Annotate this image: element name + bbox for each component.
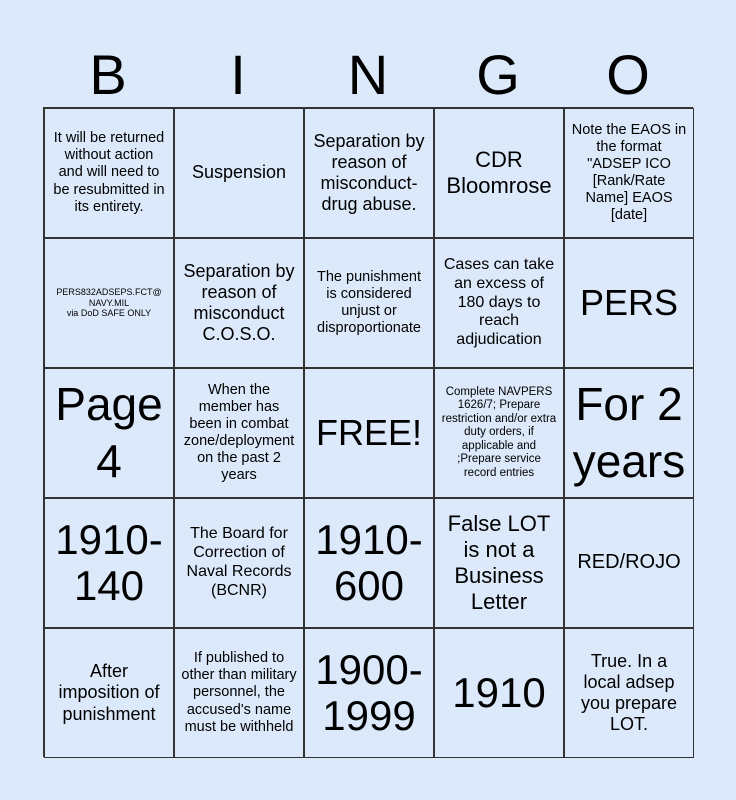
header-letter-n: N (347, 43, 389, 106)
bingo-cell[interactable]: Note the EAOS in the format "ADSEP ICO [Rank/Rate Name] EAOS [date] (564, 108, 694, 238)
bingo-cell[interactable]: Separation by reason of misconduct C.O.S.O. (174, 238, 304, 368)
bingo-cell[interactable]: Suspension (174, 108, 304, 238)
bingo-cell[interactable]: False LOT is not a Business Letter (434, 498, 564, 628)
header-letter-b: B (89, 43, 127, 106)
bingo-cell[interactable]: Cases can take an excess of 180 days to reach adjudication (434, 238, 564, 368)
bingo-cell[interactable]: Complete NAVPERS 1626/7; Prepare restriction and/or extra duty orders, if applicable and ;Prepare service record entries (434, 368, 564, 498)
header-letter-o: O (606, 43, 650, 106)
bingo-cell[interactable]: The punishment is considered unjust or disproportionate (304, 238, 434, 368)
bingo-card-grid (43, 107, 693, 757)
bingo-cell[interactable]: CDR Bloomrose (434, 108, 564, 238)
bingo-cell[interactable]: The Board for Correction of Naval Records (BCNR) (174, 498, 304, 628)
bingo-cell[interactable]: When the member has been in combat zone/deployment on the past 2 years (174, 368, 304, 498)
bingo-cell[interactable]: True. In a local adsep you prepare LOT. (564, 628, 694, 758)
bingo-cell[interactable]: For 2 years (564, 368, 694, 498)
bingo-cell[interactable]: 1910-600 (304, 498, 434, 628)
bingo-cell[interactable]: After imposition of punishment (44, 628, 174, 758)
bingo-cell[interactable]: 1910-140 (44, 498, 174, 628)
bingo-cell[interactable]: Page 4 (44, 368, 174, 498)
bingo-cell[interactable]: 1900-1999 (304, 628, 434, 758)
header-letter-g: G (476, 43, 520, 106)
bingo-cell[interactable]: It will be returned without action and will need to be resubmitted in its entirety. (44, 108, 174, 238)
header-letter-i: I (230, 43, 246, 106)
bingo-cell[interactable]: Separation by reason of misconduct-drug abuse. (304, 108, 434, 238)
bingo-cell[interactable]: 1910 (434, 628, 564, 758)
bingo-cell[interactable]: If published to other than military personnel, the accused's name must be withheld (174, 628, 304, 758)
bingo-cell[interactable]: PERS832ADSEPS.FCT@ NAVY.MIL via DoD SAFE ONLY (44, 238, 174, 368)
bingo-cell[interactable]: PERS (564, 238, 694, 368)
bingo-cell[interactable]: RED/ROJO (564, 498, 694, 628)
free-space-cell[interactable]: FREE! (304, 368, 434, 498)
bingo-header (43, 44, 693, 106)
